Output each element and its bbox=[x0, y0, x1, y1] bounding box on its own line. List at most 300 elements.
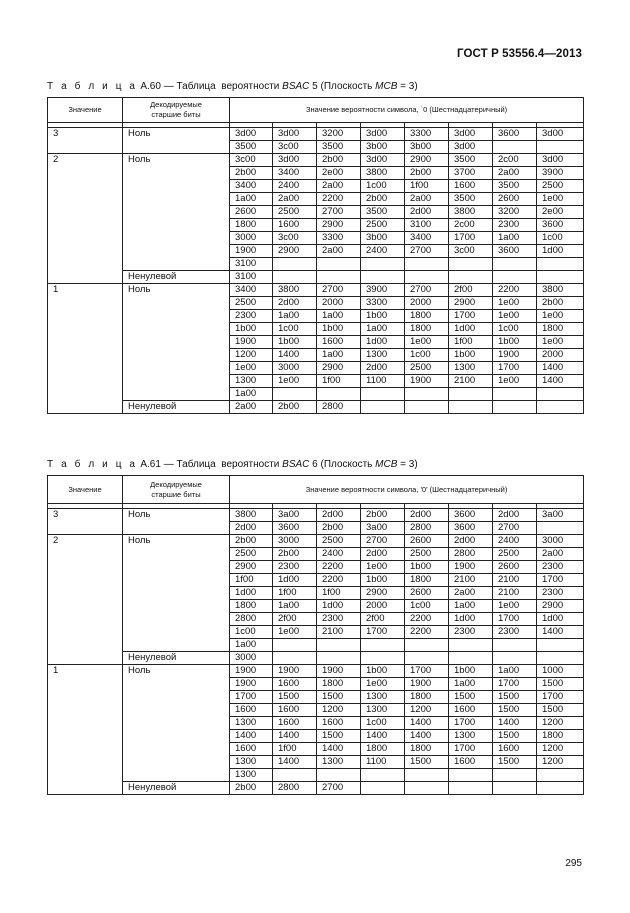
probability-cell: 1300 bbox=[230, 769, 273, 782]
probability-cell: 1500 bbox=[405, 756, 449, 769]
probability-cell: 1600 bbox=[493, 743, 537, 756]
decoded-bits-cell: Ноль bbox=[123, 128, 230, 154]
probability-cell bbox=[273, 769, 317, 782]
probability-cell bbox=[449, 271, 493, 284]
probability-cell: 1200 bbox=[537, 756, 584, 769]
probability-cell: 3d00 bbox=[273, 128, 317, 141]
probability-table-a60 bbox=[47, 97, 584, 414]
decoded-bits-cell: Ноль bbox=[123, 284, 230, 401]
probability-cell: 1700 bbox=[493, 362, 537, 375]
probability-cell: 1e00 bbox=[230, 362, 273, 375]
probability-cell: 1800 bbox=[361, 743, 405, 756]
value-cell: 3 bbox=[48, 128, 123, 154]
probability-cell: 3000 bbox=[230, 232, 273, 245]
probability-cell: 1a00 bbox=[230, 193, 273, 206]
probability-cell: 3d00 bbox=[449, 141, 493, 154]
probability-cell: 1e00 bbox=[493, 297, 537, 310]
probability-cell: 2b00 bbox=[230, 782, 273, 795]
probability-cell: 2200 bbox=[317, 193, 361, 206]
probability-cell bbox=[537, 769, 584, 782]
probability-cell: 2300 bbox=[230, 310, 273, 323]
probability-cell bbox=[537, 258, 584, 271]
probability-cell: 2000 bbox=[537, 349, 584, 362]
probability-cell: 2700 bbox=[405, 245, 449, 258]
probability-cell: 1c00 bbox=[537, 232, 584, 245]
probability-cell: 1300 bbox=[230, 717, 273, 730]
probability-cell: 1700 bbox=[449, 717, 493, 730]
caption-number: А.60 bbox=[140, 81, 161, 92]
probability-cell: 3b00 bbox=[361, 232, 405, 245]
probability-cell: 2500 bbox=[317, 535, 361, 548]
table-row bbox=[48, 154, 584, 167]
probability-cell bbox=[405, 271, 449, 284]
header-decoded-bits: Декодируемые старшие биты bbox=[123, 98, 230, 123]
decoded-bits-cell: Ноль bbox=[123, 154, 230, 271]
probability-cell: 2800 bbox=[317, 401, 361, 414]
probability-cell: 1b00 bbox=[449, 349, 493, 362]
probability-cell: 2b00 bbox=[317, 522, 361, 535]
probability-cell bbox=[317, 769, 361, 782]
probability-cell: 3300 bbox=[405, 128, 449, 141]
probability-cell: 2f00 bbox=[361, 613, 405, 626]
probability-cell: 2e00 bbox=[317, 167, 361, 180]
probability-cell: 2500 bbox=[361, 219, 405, 232]
probability-cell: 1400 bbox=[273, 349, 317, 362]
caption-prefix: Т а б л и ц а bbox=[47, 81, 138, 92]
probability-cell bbox=[537, 522, 584, 535]
probability-cell: 3300 bbox=[317, 232, 361, 245]
probability-cell: 2500 bbox=[273, 206, 317, 219]
probability-cell: 1900 bbox=[230, 665, 273, 678]
probability-cell: 3600 bbox=[273, 522, 317, 535]
probability-cell: 1900 bbox=[317, 665, 361, 678]
probability-cell: 2d00 bbox=[317, 509, 361, 522]
probability-cell bbox=[273, 639, 317, 652]
probability-cell: 3c00 bbox=[230, 154, 273, 167]
probability-cell: 2a00 bbox=[493, 167, 537, 180]
probability-cell: 1500 bbox=[537, 678, 584, 691]
header-probability: Значение вероятности символа, '0' (Шестнадцатеричный) bbox=[230, 476, 584, 504]
probability-cell: 1f00 bbox=[449, 336, 493, 349]
probability-cell: 2900 bbox=[361, 587, 405, 600]
probability-cell: 2600 bbox=[493, 561, 537, 574]
probability-cell: 3100 bbox=[405, 219, 449, 232]
probability-cell: 2d00 bbox=[493, 509, 537, 522]
probability-cell bbox=[317, 271, 361, 284]
probability-cell: 3a00 bbox=[273, 509, 317, 522]
probability-cell: 1200 bbox=[230, 349, 273, 362]
decoded-bits-cell: Ненулевой bbox=[123, 652, 230, 665]
probability-cell bbox=[361, 639, 405, 652]
probability-cell: 1a00 bbox=[273, 310, 317, 323]
probability-cell: 2900 bbox=[537, 600, 584, 613]
probability-cell: 2f00 bbox=[273, 613, 317, 626]
probability-cell: 2900 bbox=[317, 219, 361, 232]
probability-cell: 1f00 bbox=[317, 587, 361, 600]
probability-cell bbox=[493, 271, 537, 284]
probability-cell: 1300 bbox=[361, 691, 405, 704]
table-row bbox=[48, 509, 584, 522]
probability-cell: 1500 bbox=[493, 730, 537, 743]
probability-cell: 3400 bbox=[273, 167, 317, 180]
probability-cell: 1600 bbox=[273, 704, 317, 717]
probability-cell: 1800 bbox=[317, 678, 361, 691]
probability-cell: 3600 bbox=[449, 509, 493, 522]
table-row bbox=[48, 284, 584, 297]
probability-cell: 3700 bbox=[449, 167, 493, 180]
probability-cell bbox=[361, 652, 405, 665]
probability-cell: 3800 bbox=[361, 167, 405, 180]
probability-cell: 1b00 bbox=[317, 323, 361, 336]
probability-cell: 1900 bbox=[405, 375, 449, 388]
probability-cell: 3500 bbox=[230, 141, 273, 154]
probability-cell: 2b00 bbox=[537, 297, 584, 310]
probability-cell: 2000 bbox=[405, 297, 449, 310]
probability-cell: 1000 bbox=[537, 665, 584, 678]
probability-cell: 2300 bbox=[273, 561, 317, 574]
probability-cell: 1d00 bbox=[361, 336, 405, 349]
probability-cell: 2600 bbox=[405, 535, 449, 548]
probability-cell: 1600 bbox=[449, 704, 493, 717]
probability-cell: 2a00 bbox=[230, 401, 273, 414]
header-value: Значение bbox=[48, 476, 123, 504]
probability-cell: 1b00 bbox=[361, 665, 405, 678]
probability-cell bbox=[537, 401, 584, 414]
probability-cell: 3800 bbox=[273, 284, 317, 297]
probability-cell: 1600 bbox=[230, 704, 273, 717]
probability-cell: 3d00 bbox=[537, 154, 584, 167]
probability-cell: 3400 bbox=[230, 284, 273, 297]
probability-cell: 1800 bbox=[537, 730, 584, 743]
probability-cell bbox=[493, 782, 537, 795]
probability-cell: 3800 bbox=[449, 206, 493, 219]
probability-cell: 1700 bbox=[493, 678, 537, 691]
decoded-bits-cell: Ненулевой bbox=[123, 271, 230, 284]
probability-cell: 1500 bbox=[317, 691, 361, 704]
probability-cell: 2f00 bbox=[449, 284, 493, 297]
probability-cell: 1300 bbox=[361, 704, 405, 717]
probability-cell: 2300 bbox=[537, 587, 584, 600]
probability-cell: 1e00 bbox=[273, 375, 317, 388]
probability-cell bbox=[449, 258, 493, 271]
probability-cell: 3100 bbox=[230, 258, 273, 271]
probability-cell: 3000 bbox=[230, 652, 273, 665]
table-header-row bbox=[48, 476, 584, 504]
probability-cell: 2a00 bbox=[449, 587, 493, 600]
probability-cell: 2000 bbox=[361, 600, 405, 613]
probability-cell: 1100 bbox=[361, 756, 405, 769]
probability-cell: 1e00 bbox=[493, 600, 537, 613]
probability-cell: 1400 bbox=[230, 730, 273, 743]
probability-cell: 2400 bbox=[361, 245, 405, 258]
probability-cell: 2d00 bbox=[361, 548, 405, 561]
probability-cell: 1e00 bbox=[273, 626, 317, 639]
table-caption bbox=[47, 459, 418, 470]
probability-cell: 1a00 bbox=[361, 323, 405, 336]
probability-cell: 1d00 bbox=[230, 587, 273, 600]
probability-cell: 1a00 bbox=[449, 678, 493, 691]
probability-cell: 2b00 bbox=[230, 535, 273, 548]
probability-cell bbox=[273, 388, 317, 401]
probability-cell bbox=[405, 769, 449, 782]
probability-cell: 2a00 bbox=[273, 193, 317, 206]
probability-cell: 1500 bbox=[493, 704, 537, 717]
probability-cell: 1e00 bbox=[361, 561, 405, 574]
probability-cell bbox=[537, 639, 584, 652]
probability-cell: 1500 bbox=[493, 756, 537, 769]
probability-cell: 2e00 bbox=[537, 206, 584, 219]
probability-cell: 1600 bbox=[273, 678, 317, 691]
probability-cell: 1800 bbox=[230, 219, 273, 232]
probability-cell: 3800 bbox=[230, 509, 273, 522]
probability-cell: 1400 bbox=[273, 756, 317, 769]
value-cell: 1 bbox=[48, 284, 123, 414]
probability-cell: 1f00 bbox=[405, 180, 449, 193]
probability-cell: 1a00 bbox=[493, 665, 537, 678]
probability-cell: 2500 bbox=[230, 297, 273, 310]
probability-cell bbox=[405, 782, 449, 795]
probability-cell: 1300 bbox=[230, 375, 273, 388]
probability-cell: 2b00 bbox=[405, 167, 449, 180]
probability-cell: 3900 bbox=[361, 284, 405, 297]
caption-mid: 6 (Плоскость bbox=[309, 459, 376, 470]
value-cell: 3 bbox=[48, 509, 123, 535]
probability-cell: 1600 bbox=[273, 219, 317, 232]
probability-cell: 1400 bbox=[537, 362, 584, 375]
probability-cell bbox=[405, 388, 449, 401]
probability-cell: 1a00 bbox=[317, 310, 361, 323]
probability-cell: 1600 bbox=[317, 717, 361, 730]
probability-cell: 1400 bbox=[405, 717, 449, 730]
probability-cell bbox=[317, 639, 361, 652]
probability-cell: 1900 bbox=[230, 678, 273, 691]
probability-cell: 2900 bbox=[317, 362, 361, 375]
probability-cell bbox=[537, 388, 584, 401]
probability-cell: 2b00 bbox=[230, 167, 273, 180]
probability-cell: 3600 bbox=[493, 128, 537, 141]
probability-cell bbox=[449, 401, 493, 414]
probability-cell: 1700 bbox=[449, 310, 493, 323]
caption-italic: MCB bbox=[375, 459, 398, 470]
probability-cell: 1400 bbox=[273, 730, 317, 743]
probability-cell: 1900 bbox=[405, 678, 449, 691]
probability-cell: 1e00 bbox=[361, 678, 405, 691]
probability-cell: 1a00 bbox=[230, 388, 273, 401]
probability-cell: 2000 bbox=[317, 297, 361, 310]
table-row bbox=[48, 535, 584, 548]
probability-cell: 1b00 bbox=[493, 336, 537, 349]
probability-cell: 1f00 bbox=[230, 574, 273, 587]
probability-cell: 3600 bbox=[449, 522, 493, 535]
table-row bbox=[48, 128, 584, 141]
probability-cell bbox=[449, 639, 493, 652]
probability-cell: 3d00 bbox=[230, 128, 273, 141]
probability-cell: 2700 bbox=[317, 284, 361, 297]
probability-cell bbox=[537, 652, 584, 665]
document-header: ГОСТ Р 53556.4—2013 bbox=[457, 48, 582, 60]
probability-cell: 3200 bbox=[317, 128, 361, 141]
probability-cell: 3b00 bbox=[361, 141, 405, 154]
probability-cell: 1700 bbox=[537, 691, 584, 704]
probability-cell: 2b00 bbox=[273, 401, 317, 414]
probability-cell: 1e00 bbox=[405, 336, 449, 349]
probability-cell: 2800 bbox=[273, 782, 317, 795]
probability-cell: 1500 bbox=[317, 730, 361, 743]
probability-cell: 1800 bbox=[405, 310, 449, 323]
probability-cell: 2300 bbox=[493, 626, 537, 639]
probability-cell bbox=[405, 258, 449, 271]
probability-cell: 1d00 bbox=[317, 600, 361, 613]
probability-cell: 2c00 bbox=[493, 154, 537, 167]
probability-cell bbox=[273, 258, 317, 271]
probability-cell: 2d00 bbox=[230, 522, 273, 535]
probability-cell: 1100 bbox=[361, 375, 405, 388]
probability-cell: 2100 bbox=[493, 574, 537, 587]
probability-cell: 2500 bbox=[537, 180, 584, 193]
probability-cell bbox=[361, 258, 405, 271]
probability-cell: 2d00 bbox=[361, 362, 405, 375]
probability-cell: 2900 bbox=[273, 245, 317, 258]
probability-cell: 1600 bbox=[449, 756, 493, 769]
probability-cell: 1f00 bbox=[317, 375, 361, 388]
probability-cell: 2200 bbox=[317, 561, 361, 574]
probability-cell: 2300 bbox=[537, 561, 584, 574]
value-cell: 2 bbox=[48, 535, 123, 665]
probability-cell: 3c00 bbox=[273, 141, 317, 154]
probability-cell: 2100 bbox=[449, 375, 493, 388]
probability-cell: 2a00 bbox=[405, 193, 449, 206]
probability-cell: 2d00 bbox=[405, 509, 449, 522]
probability-cell: 2400 bbox=[493, 535, 537, 548]
probability-cell bbox=[273, 652, 317, 665]
caption-italic: BSAC bbox=[282, 459, 310, 470]
probability-cell: 1700 bbox=[537, 574, 584, 587]
decoded-bits-cell: Ненулевой bbox=[123, 401, 230, 414]
probability-cell: 1f00 bbox=[273, 587, 317, 600]
value-cell: 2 bbox=[48, 154, 123, 284]
probability-cell: 3d00 bbox=[273, 154, 317, 167]
decoded-bits-cell: Ноль bbox=[123, 665, 230, 782]
probability-cell: 1900 bbox=[230, 245, 273, 258]
probability-cell: 1a00 bbox=[317, 349, 361, 362]
probability-cell: 1200 bbox=[537, 743, 584, 756]
probability-cell: 1b00 bbox=[405, 561, 449, 574]
probability-cell: 2100 bbox=[317, 626, 361, 639]
probability-cell bbox=[361, 388, 405, 401]
probability-cell: 1d00 bbox=[273, 574, 317, 587]
probability-cell: 1b00 bbox=[230, 323, 273, 336]
probability-cell: 1200 bbox=[317, 704, 361, 717]
probability-cell: 1d00 bbox=[449, 323, 493, 336]
probability-cell: 2d00 bbox=[405, 206, 449, 219]
probability-cell: 1b00 bbox=[449, 665, 493, 678]
probability-cell: 1200 bbox=[537, 717, 584, 730]
probability-cell: 1800 bbox=[405, 323, 449, 336]
probability-cell: 1c00 bbox=[405, 600, 449, 613]
probability-cell: 1e00 bbox=[493, 310, 537, 323]
probability-cell: 3400 bbox=[230, 180, 273, 193]
probability-cell: 1300 bbox=[449, 730, 493, 743]
probability-cell: 1700 bbox=[230, 691, 273, 704]
probability-cell bbox=[493, 769, 537, 782]
probability-cell: 3400 bbox=[405, 232, 449, 245]
probability-table-a61 bbox=[47, 475, 584, 795]
probability-cell: 1b00 bbox=[273, 336, 317, 349]
decoded-bits-cell: Ноль bbox=[123, 535, 230, 652]
probability-cell: 1b00 bbox=[361, 310, 405, 323]
probability-cell: 3100 bbox=[230, 271, 273, 284]
probability-cell: 1400 bbox=[537, 626, 584, 639]
caption-italic: MCB bbox=[375, 81, 398, 92]
probability-cell: 1e00 bbox=[537, 310, 584, 323]
probability-cell bbox=[493, 652, 537, 665]
probability-cell: 1a00 bbox=[493, 232, 537, 245]
probability-cell: 3600 bbox=[537, 219, 584, 232]
probability-cell: 2700 bbox=[405, 284, 449, 297]
probability-cell bbox=[317, 652, 361, 665]
probability-cell: 2b00 bbox=[273, 548, 317, 561]
probability-cell: 1300 bbox=[449, 362, 493, 375]
probability-cell: 2800 bbox=[405, 522, 449, 535]
probability-cell: 3c00 bbox=[273, 232, 317, 245]
probability-cell: 2800 bbox=[449, 548, 493, 561]
probability-cell bbox=[449, 769, 493, 782]
probability-cell: 2900 bbox=[449, 297, 493, 310]
probability-cell: 2800 bbox=[230, 613, 273, 626]
probability-cell: 2500 bbox=[405, 362, 449, 375]
value-cell: 1 bbox=[48, 665, 123, 795]
probability-cell: 2400 bbox=[273, 180, 317, 193]
probability-cell: 2100 bbox=[493, 587, 537, 600]
decoded-bits-cell: Ненулевой bbox=[123, 782, 230, 795]
probability-cell: 2200 bbox=[405, 613, 449, 626]
probability-cell bbox=[405, 652, 449, 665]
probability-cell: 3a00 bbox=[537, 509, 584, 522]
probability-cell: 3600 bbox=[493, 245, 537, 258]
table-row bbox=[48, 652, 584, 665]
probability-cell: 2d00 bbox=[273, 297, 317, 310]
probability-cell: 3500 bbox=[317, 141, 361, 154]
probability-cell: 1900 bbox=[230, 336, 273, 349]
probability-cell bbox=[273, 271, 317, 284]
probability-cell: 1700 bbox=[361, 626, 405, 639]
probability-cell: 3d00 bbox=[449, 128, 493, 141]
probability-cell: 3500 bbox=[449, 193, 493, 206]
probability-cell bbox=[317, 258, 361, 271]
probability-cell: 2600 bbox=[493, 193, 537, 206]
probability-cell: 1500 bbox=[449, 691, 493, 704]
probability-cell: 3500 bbox=[493, 180, 537, 193]
probability-cell: 1500 bbox=[537, 704, 584, 717]
probability-cell: 1d00 bbox=[537, 245, 584, 258]
table-row bbox=[48, 271, 584, 284]
probability-cell: 3c00 bbox=[449, 245, 493, 258]
probability-cell: 1500 bbox=[273, 691, 317, 704]
header-probability: Значение вероятности символа, `0 (Шестнадцатеричный) bbox=[230, 98, 584, 123]
probability-cell: 2a00 bbox=[317, 245, 361, 258]
probability-cell: 3500 bbox=[361, 206, 405, 219]
probability-cell: 2a00 bbox=[537, 548, 584, 561]
table-row bbox=[48, 401, 584, 414]
probability-cell: 3d00 bbox=[537, 128, 584, 141]
probability-cell: 1900 bbox=[273, 665, 317, 678]
probability-cell: 3800 bbox=[537, 284, 584, 297]
probability-cell: 1600 bbox=[449, 180, 493, 193]
probability-cell: 1a00 bbox=[273, 600, 317, 613]
caption-mid: 5 (Плоскость bbox=[309, 81, 376, 92]
caption-text: — Таблица вероятности bbox=[160, 459, 283, 470]
probability-cell: 1600 bbox=[230, 743, 273, 756]
